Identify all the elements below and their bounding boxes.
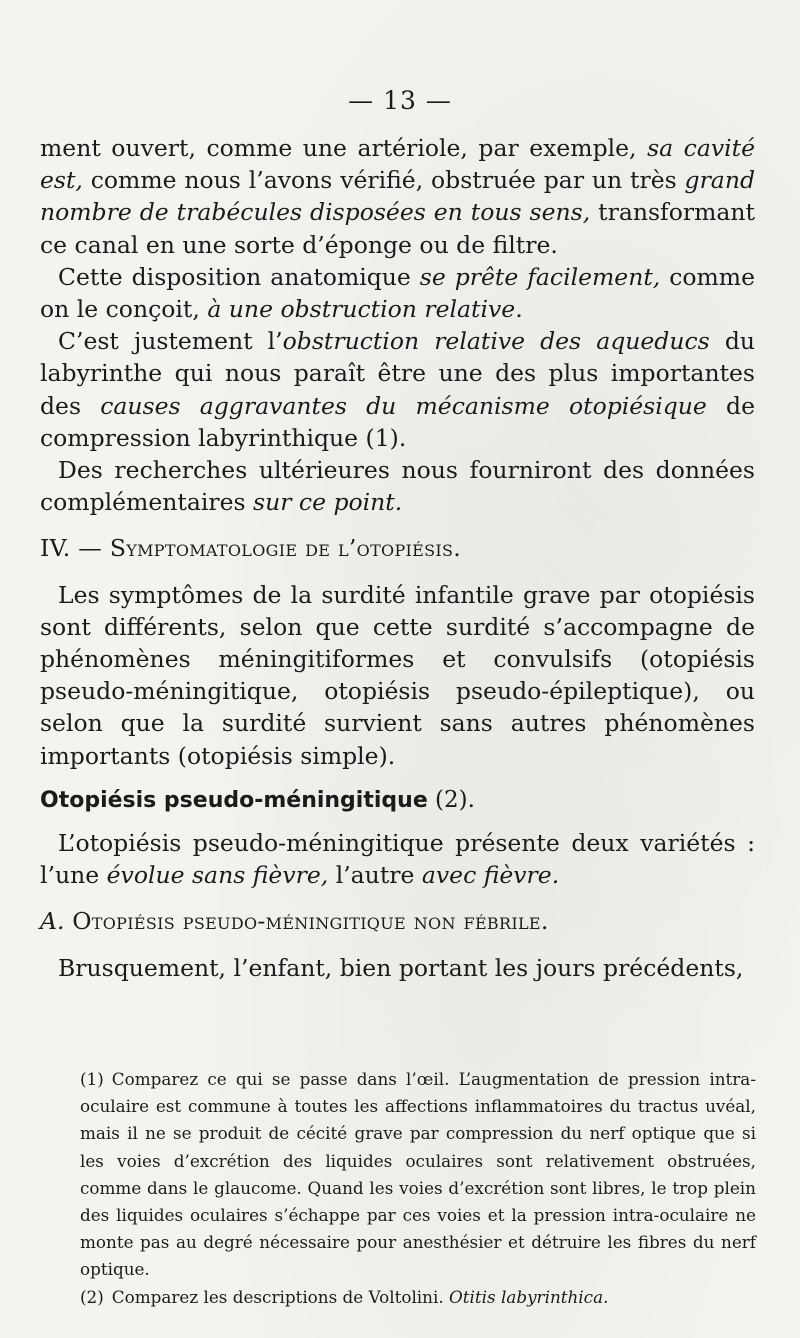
text-run: Des recherches ultérieures nous fourniront des données complémentaires	[40, 456, 755, 517]
italic-run: obstruction relative des aqueducs	[282, 327, 710, 356]
heading-letter: A.	[40, 907, 65, 936]
text-run: ment ouvert, comme une artériole, par exemple,	[40, 134, 648, 162]
italic-run: grand nombre de trabécules disposées en tous sens,	[40, 166, 755, 227]
text-run: comme on le conçoit,	[40, 262, 755, 324]
text-run: transformant ce canal en une sorte d’éponge ou de filtre.	[40, 198, 755, 259]
italic-run: sa cavité est,	[40, 134, 755, 195]
page-number: — 13 —	[348, 86, 452, 115]
subheading-text: Otopiésis pseudo-méningitique	[40, 787, 428, 813]
footnote-text: Comparez les descriptions de Voltolini.	[111, 1286, 450, 1307]
italic-run: causes aggravantes du mécanisme otopiésique	[100, 391, 707, 420]
section-heading-a	[40, 905, 755, 937]
italic-run: avec fièvre.	[421, 861, 560, 890]
italic-run: à une obstruction relative.	[207, 295, 523, 324]
text-run: L’otopiésis pseudo-méningitique présente deux variétés : l’une	[40, 829, 755, 890]
footnote-1	[80, 1066, 756, 1284]
text-run: Cette disposition anatomique	[58, 262, 420, 291]
main-text	[40, 132, 755, 984]
paragraph-7: Brusquement, l’enfant, bien portant les jours précédents,	[58, 953, 744, 982]
italic-run: se prête facilement,	[419, 262, 661, 291]
footnote-mark: (1)	[80, 1069, 104, 1089]
italic-run: sur ce point.	[253, 488, 403, 517]
text-run: du labyrinthe qui nous paraît être une des plus importantes des	[40, 327, 755, 420]
footnote-italic: Otitis labyrinthica.	[449, 1286, 609, 1307]
paragraph-3	[40, 325, 755, 454]
footnote-ref: (2).	[427, 786, 475, 813]
footnotes	[80, 1066, 756, 1311]
footnote-2	[80, 1284, 756, 1311]
text-run: comme nous l’avons vérifié, obstruée par un très	[82, 166, 685, 195]
footnote-mark: (2)	[80, 1286, 104, 1307]
paragraph-4	[40, 454, 755, 518]
paragraph-6	[40, 827, 755, 891]
footnote-text: Comparez ce qui se passe dans l’œil. L’augmentation de pression intra-oculaire est commune à toutes les affections inflammatoires du tractus uvéal, mais il ne se produit de cécité grave par compression du nerf optique que si les voies d’excrétion des liquides oculaires sont relativement obstruées, comme dans le glaucome. Quand les voies d’excrétion sont libres, le trop plein des liquides oculaires s’échappe par ces voies et la pression intra-oculaire ne monte pas au degré nécessaire pour anesthésier et détruire les fibres du nerf optique.	[80, 1069, 756, 1280]
paragraph-1	[40, 132, 755, 261]
heading-text: Otopiésis pseudo-méningitique non fébrile.	[64, 907, 549, 936]
italic-run: évolue sans fièvre,	[106, 861, 329, 890]
paragraph-2	[40, 261, 755, 325]
text-run: de compression labyrinthique (1).	[40, 391, 755, 452]
text-run: l’autre	[328, 861, 422, 890]
paragraph-5: Les symptômes de la surdité infantile grave par otopiésis sont différents, selon que cette surdité s’accompagne de phénomènes méningitiformes et convulsifs (otopiésis pseudo-méningitique, otopiésis pseudo-épileptique), ou selon que la surdité survient sans autres phénomènes importants (otopiésis simple).	[40, 580, 755, 770]
section-heading-iv: IV. — Symptomatologie de l’otopiésis.	[40, 534, 462, 563]
text-run: C’est justement l’	[58, 327, 283, 356]
subsection-heading	[40, 784, 755, 817]
